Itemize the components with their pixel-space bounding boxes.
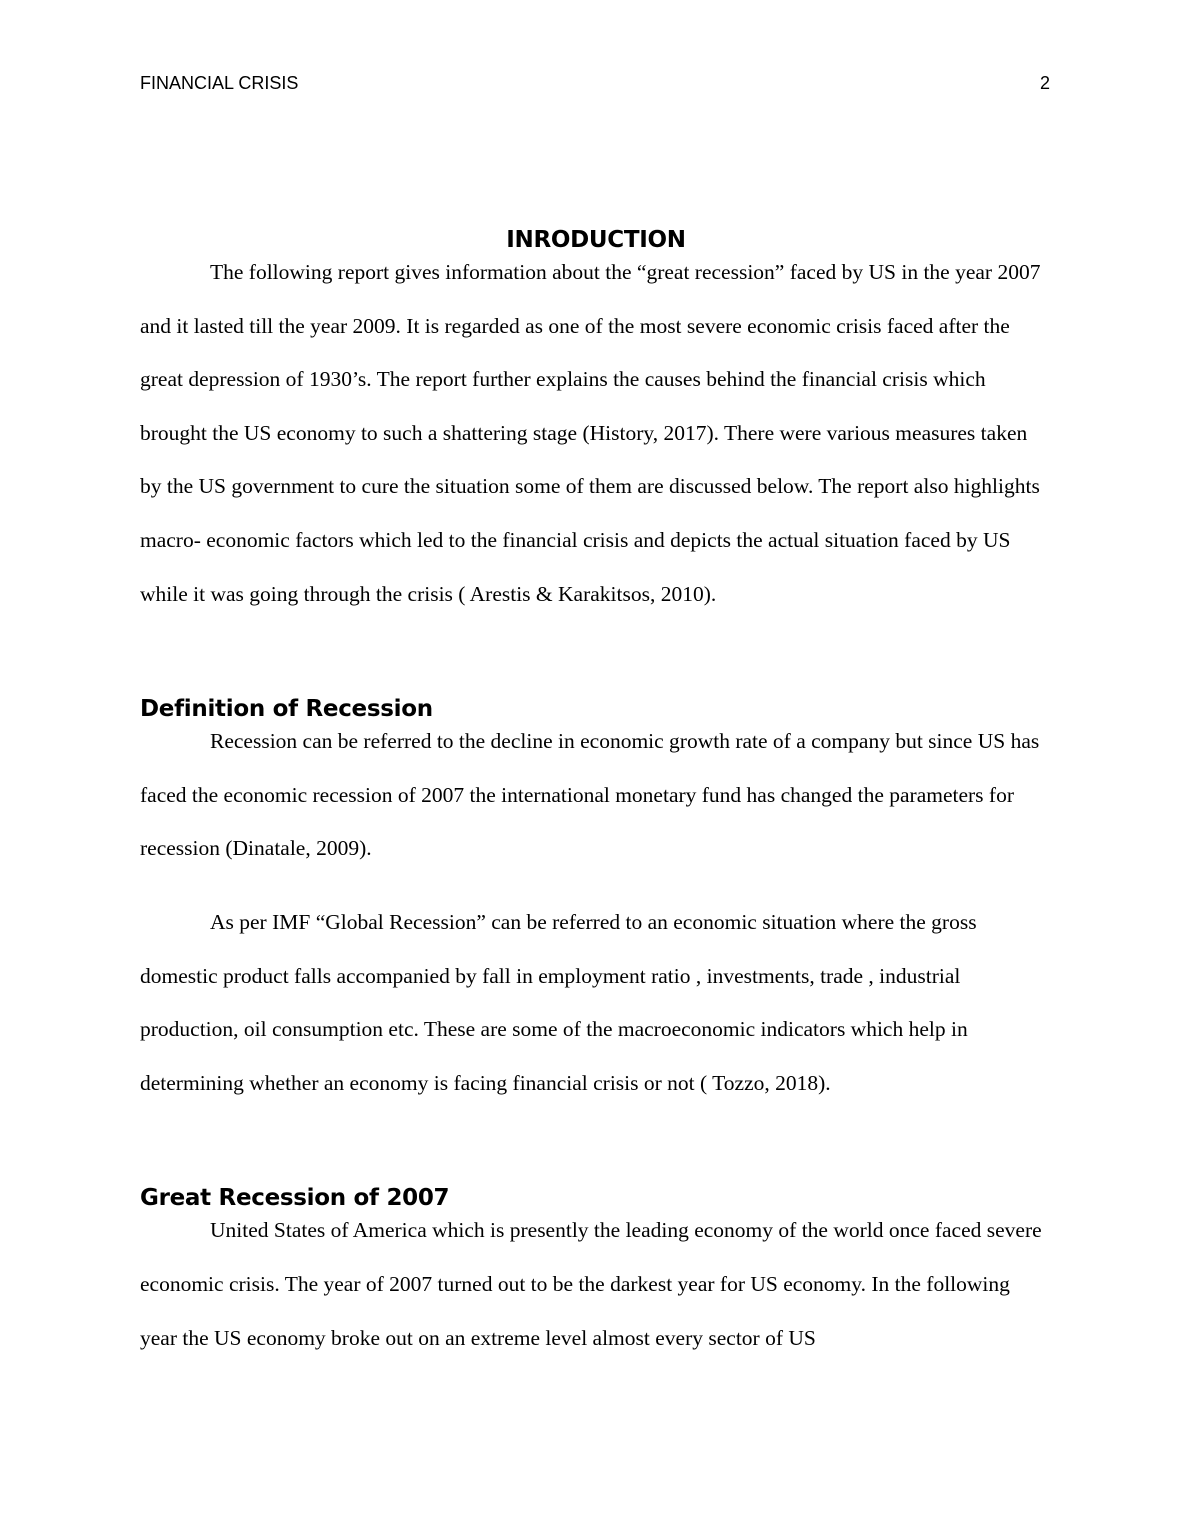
definition-paragraph-2: As per IMF “Global Recession” can be referred to an economic situation where the gross domestic product falls accompanied by fall in employment ratio , investments, trade , industrial production, oil consumption etc. These are some of the macroeconomic indicators which help in determining whether an economy is facing financial crisis or not ( Tozzo, 2018). [140, 909, 977, 1095]
page-header [140, 72, 1050, 94]
section-spacer [140, 1120, 1052, 1182]
section-spacer [140, 631, 1052, 693]
introduction-paragraph: The following report gives information about the “great recession” faced by US in the year 2007 and it lasted till the year 2009. It is regarded as one of the most severe economic crisis faced after the great depression of 1930’s. The report further explains the causes behind the financial crisis which brought the US economy to such a shattering stage (History, 2017). There were various measures taken by the US government to cure the situation some of them are discussed below. The report also highlights macro- economic factors which led to the financial crisis and depicts the actual situation faced by US while it was going through the crisis ( Arestis & Karakitsos, 2010). [140, 260, 1041, 606]
introduction-title: INRODUCTION [506, 227, 686, 253]
definition-heading: Definition of Recession [140, 696, 433, 723]
great-recession-paragraph: United States of America which is presently the leading economy of the world once faced severe economic crisis. The year of 2007 turned out to be the darkest year for US economy. In the following year the US economy broke out on an extreme level almost every sector of US [140, 1218, 1042, 1350]
great-recession-heading: Great Recession of 2007 [140, 1185, 450, 1212]
running-head-title: FINANCIAL CRISIS [140, 73, 299, 93]
page-number: 2 [1039, 73, 1050, 93]
definition-paragraph-1: Recession can be referred to the decline in economic growth rate of a company but since US has faced the economic recession of 2007 the international monetary fund has changed the parameters for recession (Dinatale, 2009). [140, 729, 1040, 861]
document-body [140, 224, 1052, 1375]
